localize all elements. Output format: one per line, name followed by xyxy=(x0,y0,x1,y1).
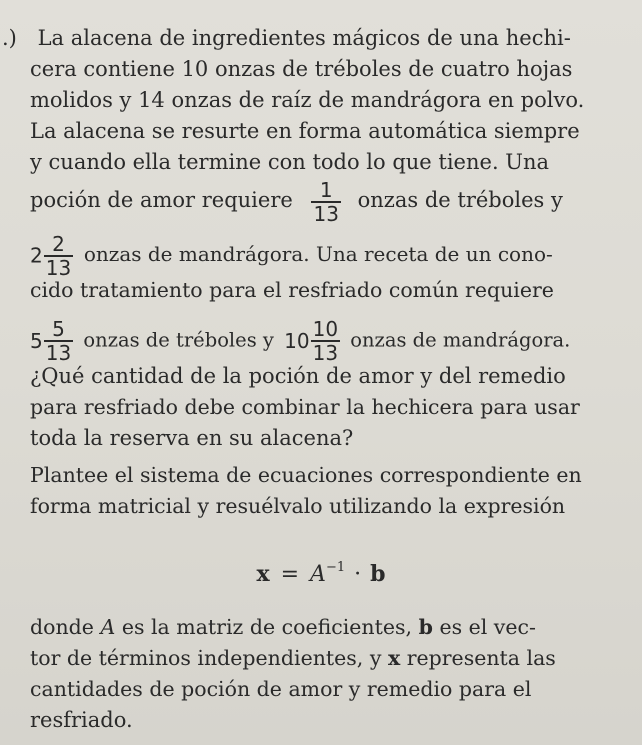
text-line xyxy=(30,643,556,673)
text-segment: donde xyxy=(30,615,94,639)
text-segment: La alacena de ingredientes mágicos de una hechi- xyxy=(37,26,571,50)
mixed-number-whole: 5 xyxy=(30,329,43,353)
text-segment: onzas de mandrágora. xyxy=(350,328,571,352)
text-line: La alacena se resurte en forma automática siempre xyxy=(30,119,580,143)
text-line xyxy=(30,231,553,280)
fraction-numerator: 1 xyxy=(319,177,333,202)
text-line: toda la reserva en su alacena? xyxy=(30,426,354,450)
text-segment: A xyxy=(100,615,116,639)
formula-dot: · xyxy=(354,562,362,587)
fraction xyxy=(311,318,340,364)
fraction-denominator: 13 xyxy=(45,341,72,365)
text-line: Plantee el sistema de ecuaciones correspondiente en xyxy=(30,463,582,487)
text-line xyxy=(30,177,563,226)
fraction-denominator: 13 xyxy=(312,341,339,365)
fraction-numerator: 2 xyxy=(52,231,65,256)
text-segment: onzas de tréboles y xyxy=(357,188,563,212)
formula-matrix-A: A xyxy=(310,562,326,587)
text-line: cido tratamiento para el resfriado común requiere xyxy=(30,278,554,302)
text-segment: representa las xyxy=(406,646,556,670)
text-line: para resfriado debe combinar la hechicera para usar xyxy=(30,395,580,419)
text-line: cera contiene 10 onzas de tréboles de cuatro hojas xyxy=(30,57,573,81)
mixed-number-whole: 2 xyxy=(30,243,43,268)
text-line: ¿Qué cantidad de la poción de amor y del remedio xyxy=(30,364,566,388)
text-segment: es el vec- xyxy=(439,615,536,639)
problem-number: .) xyxy=(2,26,17,50)
text-line: molidos y 14 onzas de raíz de mandrágora en polvo. xyxy=(30,88,585,112)
fraction-denominator: 13 xyxy=(313,201,339,226)
text-line xyxy=(30,612,536,642)
fraction xyxy=(311,179,340,225)
text-segment: tor de términos independientes, y xyxy=(30,646,382,670)
formula xyxy=(0,548,642,588)
formula-equals: = xyxy=(280,562,300,587)
text-line xyxy=(2,23,571,53)
formula-exponent: −1 xyxy=(325,560,346,575)
fraction xyxy=(44,233,73,279)
text-line: forma matricial y resuélvalo utilizando la expresión xyxy=(30,494,566,518)
text-segment: onzas de tréboles y xyxy=(83,328,274,352)
text-line: y cuando ella termine con todo lo que tiene. Una xyxy=(30,150,550,174)
text-segment: poción de amor requiere xyxy=(30,188,293,212)
formula-b: b xyxy=(370,561,386,587)
text-segment: onzas de mandrágora. Una receta de un cono- xyxy=(83,242,553,266)
formula-x: x xyxy=(256,561,270,587)
mixed-number-whole: 10 xyxy=(284,329,310,353)
text-segment: es la matriz de coeficientes, xyxy=(121,615,413,639)
text-segment: x xyxy=(387,646,401,670)
fraction-numerator: 10 xyxy=(312,317,339,341)
fraction-numerator: 5 xyxy=(52,317,65,341)
text-line: cantidades de poción de amor y remedio para el xyxy=(30,677,532,701)
text-segment: b xyxy=(418,615,433,639)
fraction xyxy=(44,318,73,364)
text-line: resfriado. xyxy=(30,708,133,732)
text-line xyxy=(30,317,571,365)
fraction-denominator: 13 xyxy=(45,255,72,280)
